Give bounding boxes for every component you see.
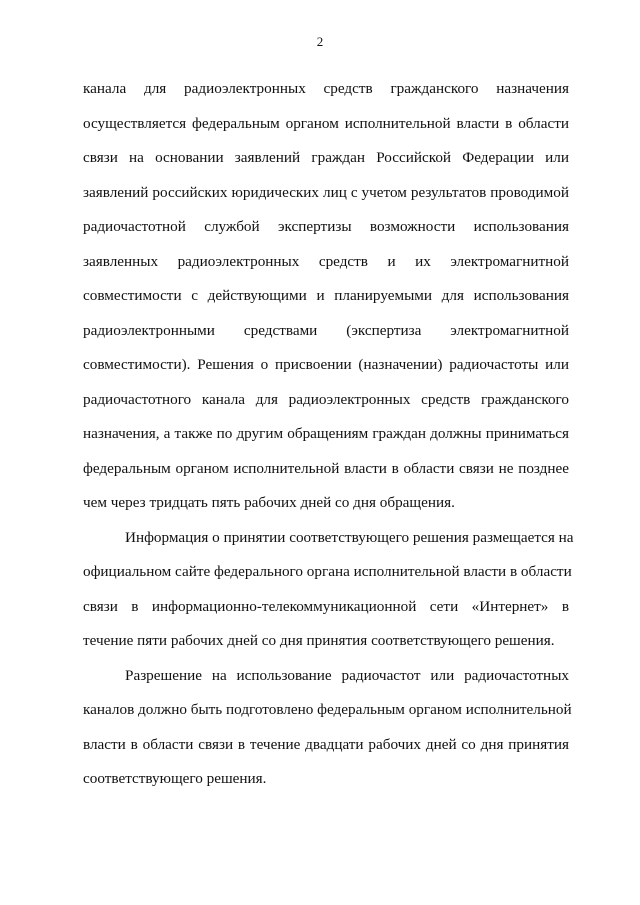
text-line: официальном сайте федерального органа исполнительной власти в области — [83, 563, 572, 580]
text-line: течение пяти рабочих дней со дня принятия соответствующего решения. — [83, 632, 555, 649]
text-line: соответствующего решения. — [83, 770, 267, 787]
text-line: осуществляется федеральным органом исполнительной власти в области — [83, 114, 569, 132]
text-line: Разрешение на использование радиочастот или радиочастотных — [125, 666, 569, 684]
text-line: заявлений российских юридических лиц с учетом результатов проводимой — [83, 183, 569, 201]
paragraph-2 — [83, 521, 574, 659]
text-line: связи в информационно-телекоммуникационной сети «Интернет» в — [83, 597, 569, 615]
text-line: связи на основании заявлений граждан Российской Федерации или — [83, 149, 569, 166]
text-line: власти в области связи в течение двадцати рабочих дней со дня принятия — [83, 735, 569, 753]
page-number: 2 — [316, 34, 324, 49]
text-line: чем через тридцать пять рабочих дней со дня обращения. — [83, 494, 455, 511]
paragraph-3 — [83, 659, 572, 797]
paragraph-1 — [83, 72, 569, 521]
text-line: назначения, а также по другим обращениям граждан должны приниматься — [83, 425, 569, 442]
text-line: радиочастотного канала для радиоэлектронных средств гражданского — [83, 390, 569, 408]
text-line: совместимости). Решения о присвоении (назначении) радиочастоты или — [83, 356, 569, 373]
text-line: радиочастотной службой экспертизы возможности использования — [83, 218, 569, 235]
text-line: федеральным органом исполнительной власти в области связи не позднее — [83, 459, 569, 477]
text-line: Информация о принятии соответствующего решения размещается на — [125, 528, 574, 546]
text-line: заявленных радиоэлектронных средств и их электромагнитной — [83, 252, 569, 270]
text-line: радиоэлектронными средствами (экспертиза электромагнитной — [83, 321, 569, 339]
text-line: канала для радиоэлектронных средств гражданского назначения — [83, 80, 569, 97]
text-line: совместимости с действующими и планируемыми для использования — [83, 287, 569, 304]
text-line: каналов должно быть подготовлено федеральным органом исполнительной — [83, 701, 572, 718]
document-body — [83, 72, 574, 797]
